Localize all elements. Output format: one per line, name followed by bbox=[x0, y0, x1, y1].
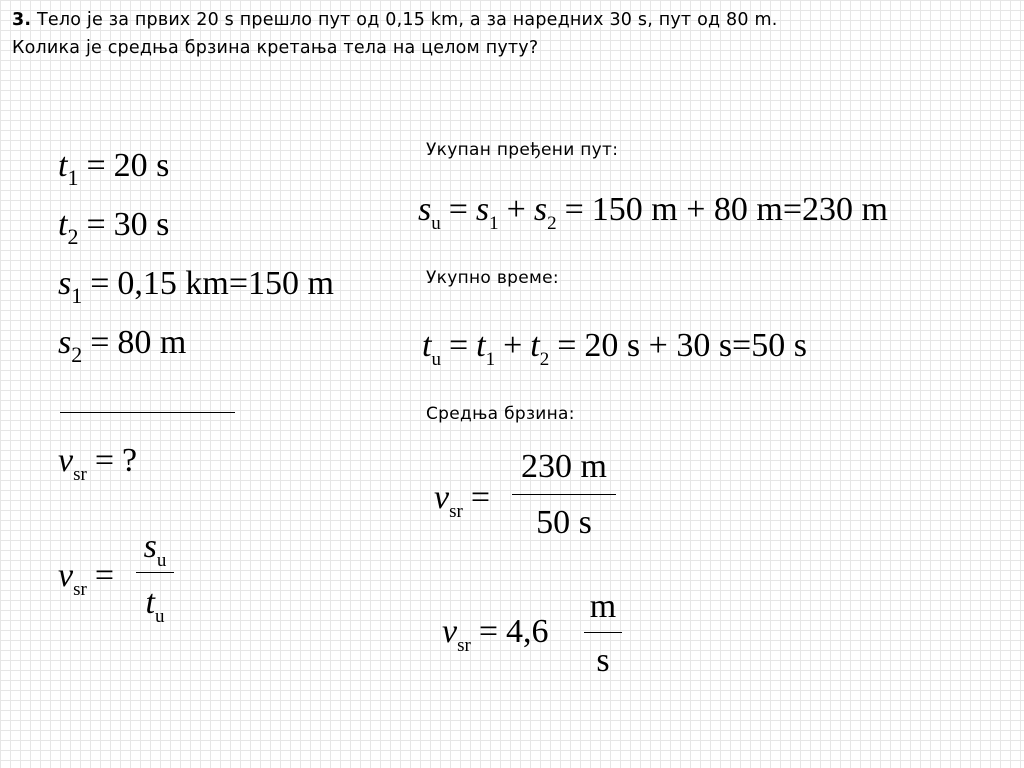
unit-fraction-bar bbox=[584, 632, 622, 633]
find-vsr: $v_{sr}$ = ? bbox=[58, 442, 138, 485]
problem-text-1: Тело је за првих 20 s прешло пут од 0,15 km, а за наредних 30 s, пут од 80 m. bbox=[31, 10, 778, 30]
avg-speed-lhs: $v_{sr}$ = bbox=[434, 479, 491, 522]
given-s2: $s_2 = 80$ m bbox=[58, 324, 187, 367]
avg-speed-denominator: 50 s bbox=[536, 504, 592, 541]
formula-fraction-bar bbox=[136, 572, 174, 573]
formula-lhs: $v_{sr}$ = bbox=[58, 557, 115, 600]
problem-statement bbox=[12, 6, 1012, 62]
formula-denominator: $t_u$ bbox=[145, 584, 165, 627]
unit-numerator: m bbox=[589, 588, 617, 625]
problem-number: 3. bbox=[12, 10, 32, 30]
given-t1: $t_1 = 20$ s bbox=[58, 147, 170, 190]
problem-line-2: Колика је средња брзина кретања тела на целом путу? bbox=[12, 38, 539, 58]
unit-denominator: s bbox=[596, 642, 610, 679]
total-time-label: Укупно време: bbox=[426, 268, 559, 288]
total-path-label: Укупан пређени пут: bbox=[426, 140, 619, 160]
avg-speed-numerator: 230 m bbox=[521, 448, 607, 485]
given-s1: $s_1 = 0,15$ km=150 m bbox=[58, 265, 334, 308]
avg-speed-result: $v_{sr} = 4,6$ bbox=[442, 613, 549, 656]
given-divider bbox=[60, 412, 235, 413]
problem-line-1 bbox=[12, 6, 1012, 34]
total-path-equation: $s_u = s_1 + s_2 = 150$ m + 80 m=230 m bbox=[418, 191, 888, 234]
avg-speed-fraction-bar bbox=[512, 494, 616, 495]
avg-speed-fraction bbox=[512, 448, 616, 548]
given-t2: $t_2 = 30$ s bbox=[58, 206, 170, 249]
formula-numerator: $s_u$ bbox=[143, 528, 167, 571]
avg-speed-label: Средња брзина: bbox=[426, 404, 575, 424]
total-time-equation: $t_u = t_1 + t_2 = 20$ s + 30 s=50 s bbox=[422, 327, 807, 370]
formula-fraction bbox=[136, 528, 174, 628]
avg-speed-unit bbox=[584, 588, 622, 688]
